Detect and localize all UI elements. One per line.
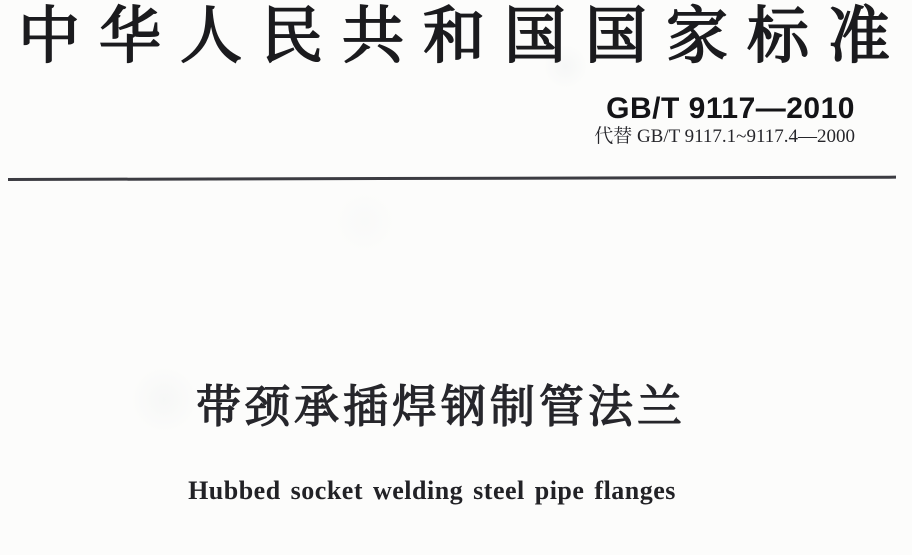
standard-designation-block	[594, 94, 855, 147]
document-title-chinese: 带颈承插焊钢制管法兰	[195, 381, 686, 432]
national-standard-header: 中华人民共和国国家标准	[18, 3, 910, 71]
standard-number: GB/T 9117—2010	[606, 92, 855, 125]
document-title-english: Hubbed socket welding steel pipe flanges	[188, 476, 676, 505]
header-divider-rule	[8, 176, 896, 181]
replaces-note: 代替 GB/T 9117.1~9117.4—2000	[594, 126, 855, 147]
